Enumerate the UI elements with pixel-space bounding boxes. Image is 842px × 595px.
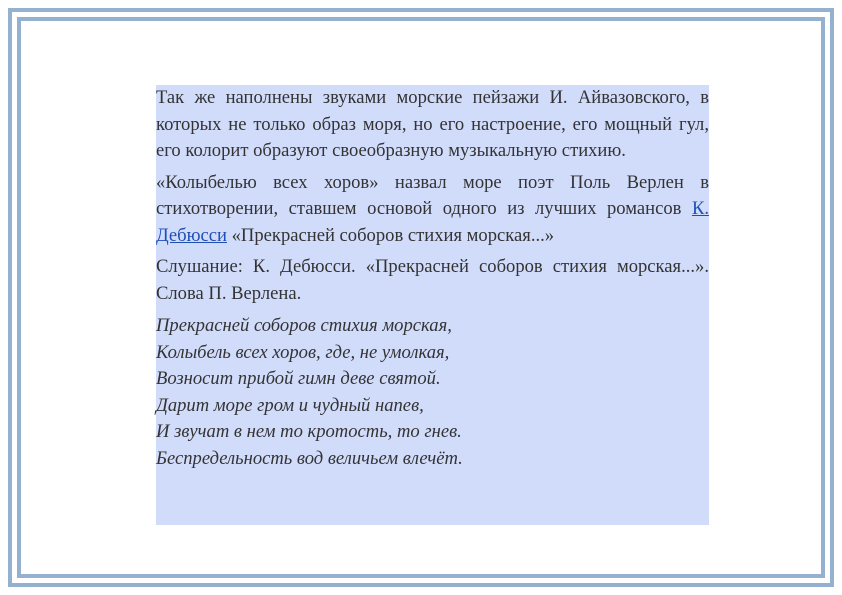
poem-line: Колыбель всех хоров, где, не умолкая,	[156, 341, 450, 363]
paragraph-verlaine	[156, 170, 709, 250]
poem-line: Беспредельность вод величьем влечёт.	[156, 447, 463, 469]
debussy-link[interactable]: К. Дебюсси	[156, 198, 709, 246]
paragraph-aivazovsky: Так же наполнены звуками морские пейзажи И. Айвазовского, в которых не только образ моря, но его настроение, его мощный гул, его колорит образуют своеобразную музыкальную стихию.	[156, 87, 709, 161]
paragraph-listening: Слушание: К. Дебюсси. «Прекрасней соборов стихия морская...». Слова П. Верлена.	[156, 256, 709, 304]
poem-line: Дарит море гром и чудный напев,	[156, 394, 424, 416]
paragraph-verlaine-title: «Прекрасней соборов стихия морская...»	[226, 224, 555, 246]
poem-line: И звучат в нем то кротость, то гнев.	[156, 421, 462, 442]
poem-line: Возносит прибой гимн деве святой.	[156, 368, 441, 389]
text-block	[156, 85, 709, 525]
poem	[156, 313, 709, 472]
poem-line: Прекрасней соборов стихия морская,	[156, 315, 452, 336]
paragraph-verlaine-text: «Колыбелью всех хоров» назвал море поэт Поль Верлен в стихотворении, ставшем основой одного из лучших романсов	[156, 171, 709, 219]
